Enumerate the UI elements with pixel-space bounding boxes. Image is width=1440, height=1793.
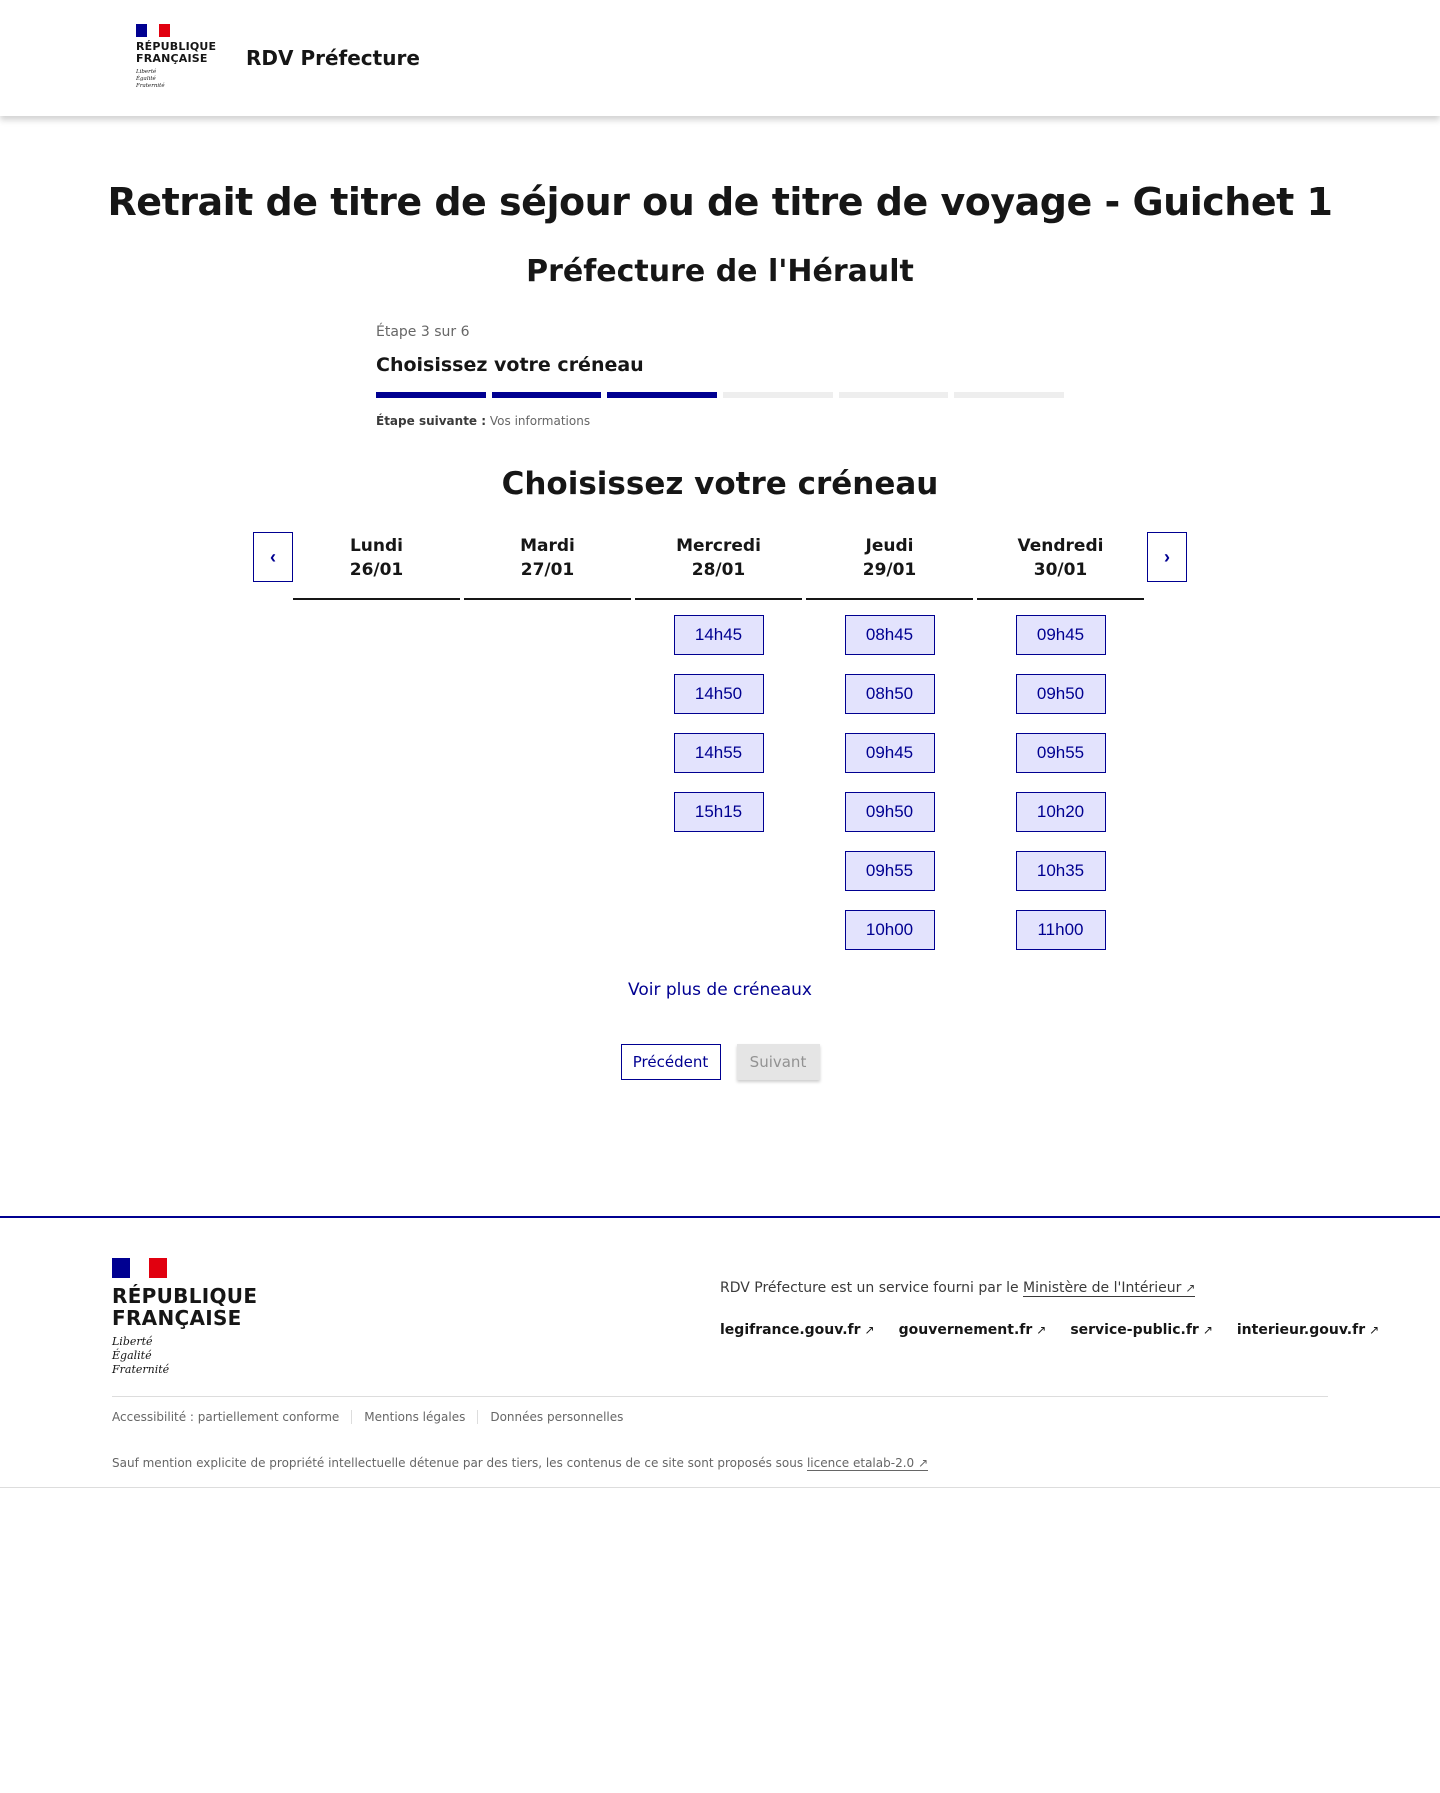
footer-bottom-link[interactable]: Données personnelles bbox=[477, 1410, 635, 1424]
footer-bottom-links bbox=[112, 1410, 635, 1424]
time-slot-button[interactable]: 11h00 bbox=[1016, 910, 1106, 950]
time-slot-button[interactable]: 14h45 bbox=[674, 615, 764, 655]
day-column bbox=[806, 532, 973, 950]
time-slot-button[interactable]: 09h55 bbox=[1016, 733, 1106, 773]
day-name: Jeudi bbox=[865, 536, 914, 556]
slot-list bbox=[293, 600, 460, 615]
section-title: Choisissez votre créneau bbox=[501, 466, 939, 502]
day-header bbox=[806, 532, 973, 600]
footer-link-text: interieur.gouv.fr bbox=[1236, 1322, 1366, 1338]
step-next bbox=[376, 414, 1064, 428]
form-actions bbox=[0, 1044, 1440, 1080]
time-slot-button[interactable]: 09h50 bbox=[1016, 674, 1106, 714]
time-slot-button[interactable]: 08h45 bbox=[845, 615, 935, 655]
footer-link[interactable] bbox=[1070, 1322, 1213, 1338]
footer-link-text: service-public.fr bbox=[1070, 1322, 1199, 1338]
time-slot-button[interactable]: 14h55 bbox=[674, 733, 764, 773]
day-header bbox=[293, 532, 460, 600]
motto-line: Égalité bbox=[112, 1349, 152, 1362]
ministere-link[interactable] bbox=[1023, 1280, 1195, 1297]
time-slot-button[interactable]: 10h00 bbox=[845, 910, 935, 950]
step-next-label: Étape suivante : bbox=[376, 414, 487, 428]
service-title[interactable]: RDV Préfecture bbox=[246, 46, 420, 70]
footer-bottom-link[interactable]: Mentions légales bbox=[351, 1410, 477, 1424]
day-name: Vendredi bbox=[1017, 536, 1104, 556]
license-link[interactable] bbox=[807, 1456, 928, 1471]
step-bar bbox=[492, 392, 602, 398]
step-bar bbox=[954, 392, 1064, 398]
day-date: 28/01 bbox=[691, 560, 746, 580]
footer-logo-text bbox=[112, 1285, 257, 1329]
slot-list bbox=[977, 600, 1144, 950]
previous-week-button[interactable] bbox=[253, 532, 293, 582]
time-slot-button[interactable]: 09h50 bbox=[845, 792, 935, 832]
footer-description bbox=[720, 1280, 1195, 1296]
day-column bbox=[635, 532, 802, 950]
more-slots-link[interactable]: Voir plus de créneaux bbox=[628, 980, 812, 1000]
calendar-days bbox=[293, 532, 1144, 950]
external-link-icon: ↗ bbox=[864, 1323, 875, 1337]
next-button[interactable]: Suivant bbox=[737, 1044, 820, 1080]
time-slot-button[interactable]: 10h35 bbox=[1016, 851, 1106, 891]
day-name: Mardi bbox=[520, 536, 575, 556]
logo-line-2: FRANÇAISE bbox=[136, 52, 208, 65]
logo-line-2: FRANÇAISE bbox=[112, 1306, 242, 1330]
footer-link-text: gouvernement.fr bbox=[898, 1322, 1033, 1338]
step-bar bbox=[376, 392, 486, 398]
day-column bbox=[293, 532, 460, 950]
step-bar bbox=[607, 392, 717, 398]
republique-logo[interactable] bbox=[136, 24, 216, 90]
step-title: Choisissez votre créneau bbox=[376, 354, 644, 376]
footer-desc-text: RDV Préfecture est un service fourni par le bbox=[720, 1280, 1019, 1296]
slot-list bbox=[464, 600, 631, 615]
footer-logo[interactable] bbox=[112, 1258, 257, 1377]
day-date: 29/01 bbox=[862, 560, 917, 580]
chevron-right-icon: › bbox=[1164, 546, 1170, 567]
step-progress-bar bbox=[376, 392, 1064, 398]
external-link-icon: ↗ bbox=[1185, 1281, 1196, 1295]
time-slot-button[interactable]: 08h50 bbox=[845, 674, 935, 714]
step-state: Étape 3 sur 6 bbox=[376, 324, 470, 340]
day-header bbox=[977, 532, 1144, 600]
motto-line: Liberté bbox=[136, 69, 157, 75]
site-footer bbox=[0, 1216, 1440, 1488]
footer-license bbox=[112, 1456, 928, 1470]
time-slot-button[interactable]: 09h55 bbox=[845, 851, 935, 891]
motto-line: Fraternité bbox=[136, 83, 165, 89]
motto-line: Fraternité bbox=[112, 1363, 170, 1376]
day-column bbox=[977, 532, 1144, 950]
day-date: 27/01 bbox=[520, 560, 575, 580]
marianne-flag-icon bbox=[112, 1258, 167, 1278]
ministere-link-text: Ministère de l'Intérieur bbox=[1023, 1280, 1182, 1296]
time-slot-button[interactable]: 10h20 bbox=[1016, 792, 1106, 832]
stepper bbox=[376, 324, 1064, 428]
step-bar bbox=[839, 392, 949, 398]
motto-line: Liberté bbox=[112, 1335, 153, 1348]
time-slot-button[interactable]: 09h45 bbox=[1016, 615, 1106, 655]
day-name: Lundi bbox=[349, 536, 404, 556]
external-link-icon: ↗ bbox=[1369, 1323, 1380, 1337]
day-name: Mercredi bbox=[676, 536, 761, 556]
external-link-icon: ↗ bbox=[1036, 1323, 1047, 1337]
day-column bbox=[464, 532, 631, 950]
chevron-left-icon: ‹ bbox=[270, 546, 276, 567]
logo-line-1: RÉPUBLIQUE bbox=[136, 40, 217, 53]
external-link-icon: ↗ bbox=[1202, 1323, 1213, 1337]
logo-text bbox=[136, 41, 216, 65]
day-date: 26/01 bbox=[349, 560, 404, 580]
license-link-text: licence etalab-2.0 bbox=[806, 1456, 915, 1470]
page-subtitle: Préfecture de l'Hérault bbox=[526, 254, 914, 289]
logo-line-1: RÉPUBLIQUE bbox=[112, 1284, 258, 1308]
marianne-flag-icon bbox=[136, 24, 170, 37]
time-slot-button[interactable]: 14h50 bbox=[674, 674, 764, 714]
motto bbox=[136, 69, 216, 90]
footer-links bbox=[720, 1322, 1379, 1338]
footer-link[interactable] bbox=[1237, 1322, 1379, 1338]
page-title: Retrait de titre de séjour ou de titre de voyage - Guichet 1 bbox=[107, 180, 1333, 224]
day-header bbox=[635, 532, 802, 600]
slot-list bbox=[806, 600, 973, 950]
footer-link[interactable] bbox=[899, 1322, 1047, 1338]
day-date: 30/01 bbox=[1033, 560, 1088, 580]
step-next-value: Vos informations bbox=[489, 414, 591, 428]
motto-line: Égalité bbox=[136, 76, 156, 82]
footer-link[interactable] bbox=[720, 1322, 875, 1338]
footer-bottom-link[interactable]: Accessibilité : partiellement conforme bbox=[112, 1410, 340, 1424]
footer-divider bbox=[112, 1396, 1328, 1397]
slot-list bbox=[635, 600, 802, 832]
next-week-button[interactable] bbox=[1147, 532, 1187, 582]
previous-button[interactable]: Précédent bbox=[621, 1044, 721, 1080]
footer-motto bbox=[112, 1335, 257, 1377]
step-bar bbox=[723, 392, 833, 398]
day-header bbox=[464, 532, 631, 600]
site-header bbox=[0, 0, 1440, 116]
footer-link-text: legifrance.gouv.fr bbox=[720, 1322, 861, 1338]
time-slot-button[interactable]: 09h45 bbox=[845, 733, 935, 773]
external-link-icon: ↗ bbox=[918, 1456, 929, 1470]
time-slot-button[interactable]: 15h15 bbox=[674, 792, 764, 832]
license-text: Sauf mention explicite de propriété intellectuelle détenue par des tiers, les contenus de ce site sont proposés sous bbox=[112, 1456, 804, 1470]
